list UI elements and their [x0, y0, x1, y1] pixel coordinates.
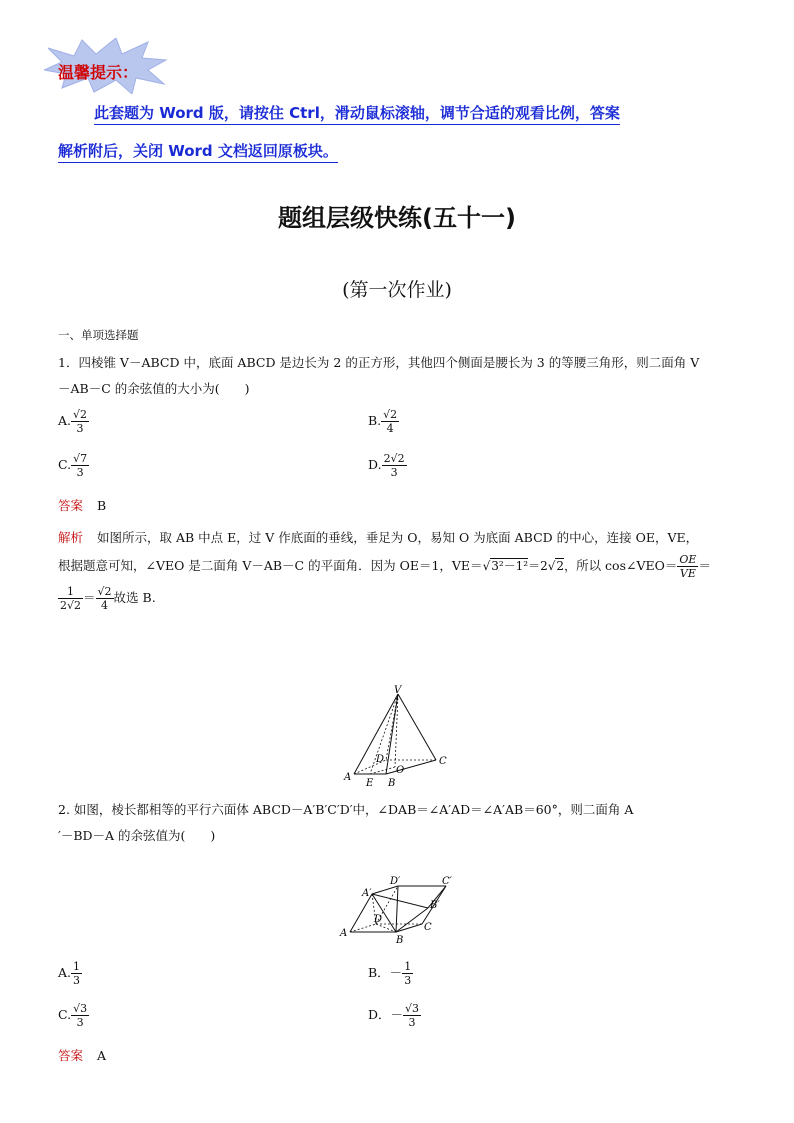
label-A-prime: A′	[362, 888, 372, 899]
label-D: D	[374, 914, 383, 925]
q1-answer: 答案 B	[58, 498, 107, 513]
label-E: E	[366, 778, 374, 789]
q2-text: 2. 如图，棱长都相等的平行六面体 ABCD－A′B′C′D′中，∠DAB＝∠A′AD＝∠A′AB＝60°，则二面角 A ′－BD－A 的余弦值为( )	[58, 802, 634, 843]
tip-label: 温馨提示：	[58, 63, 139, 82]
section-heading: 一、单项选择题	[58, 328, 139, 342]
label-B: B	[388, 778, 396, 789]
page-title: 题组层级快练(五十一)	[278, 204, 516, 232]
label-A: A	[340, 928, 348, 939]
label-C: C	[439, 756, 447, 767]
q1-pyramid-figure	[338, 684, 458, 790]
label-D-prime: D′	[390, 876, 401, 887]
q2-option-c[interactable]: C. $\frac{√3}{3}$	[58, 1002, 88, 1029]
label-A: A	[344, 772, 352, 783]
label-O: O	[396, 765, 405, 776]
q1-option-d[interactable]: D. $\frac{2√2}{3}$	[368, 452, 405, 479]
q2-option-a[interactable]: A. $\frac{1}{3}$	[58, 960, 81, 987]
q2-parallelepiped-figure	[338, 874, 458, 946]
label-C-prime: C′	[442, 876, 452, 887]
notice-line-2: 解析附后，关闭 Word 文档返回原板块。	[58, 140, 748, 161]
label-V: V	[394, 685, 402, 696]
q1-option-c[interactable]: C. $\frac{√7}{3}$	[58, 452, 88, 479]
q1-option-b[interactable]: B. $\frac{√2}{4}$	[368, 408, 398, 435]
q2-answer: 答案 A	[58, 1048, 107, 1063]
page-subtitle: (第一次作业)	[342, 279, 452, 301]
label-B: B	[396, 935, 404, 946]
q2-option-b[interactable]: B．－ $\frac{1}{3}$	[368, 960, 412, 987]
q1-option-a[interactable]: A. $\frac{√2}{3}$	[58, 408, 88, 435]
notice-line-1: 此套题为 Word 版，请按住 Ctrl，滑动鼠标滚轴，调节合适的观看比例，答案	[58, 102, 748, 123]
q1-analysis: 解析 如图所示，取 AB 中点 E，过 V 作底面的垂线，垂足为 O，易知 O 为底面 ABCD 的中心，连接 OE，VE， 根据题意可知，∠VEO 是二面角 V－AB－C 的平面角．因为 OE＝1，VE＝√3²－1²＝2√2，所以 cos∠VEO＝ $\frac{OE}{VE}$ ＝ $\frac{1}{2√2}$ ＝ $\frac{√2}{4}$ 故选 B.	[58, 530, 711, 612]
label-C: C	[424, 922, 432, 933]
label-D: D	[376, 754, 385, 765]
q1-text: 1．四棱锥 V－ABCD 中，底面 ABCD 是边长为 2 的正方形，其他四个侧面是腰长为 3 的等腰三角形，则二面角 V －AB－C 的余弦值的大小为( )	[58, 355, 700, 396]
label-B-prime: B′	[430, 900, 440, 911]
q2-option-d[interactable]: D．－ $\frac{√3}{3}$	[368, 1002, 420, 1029]
